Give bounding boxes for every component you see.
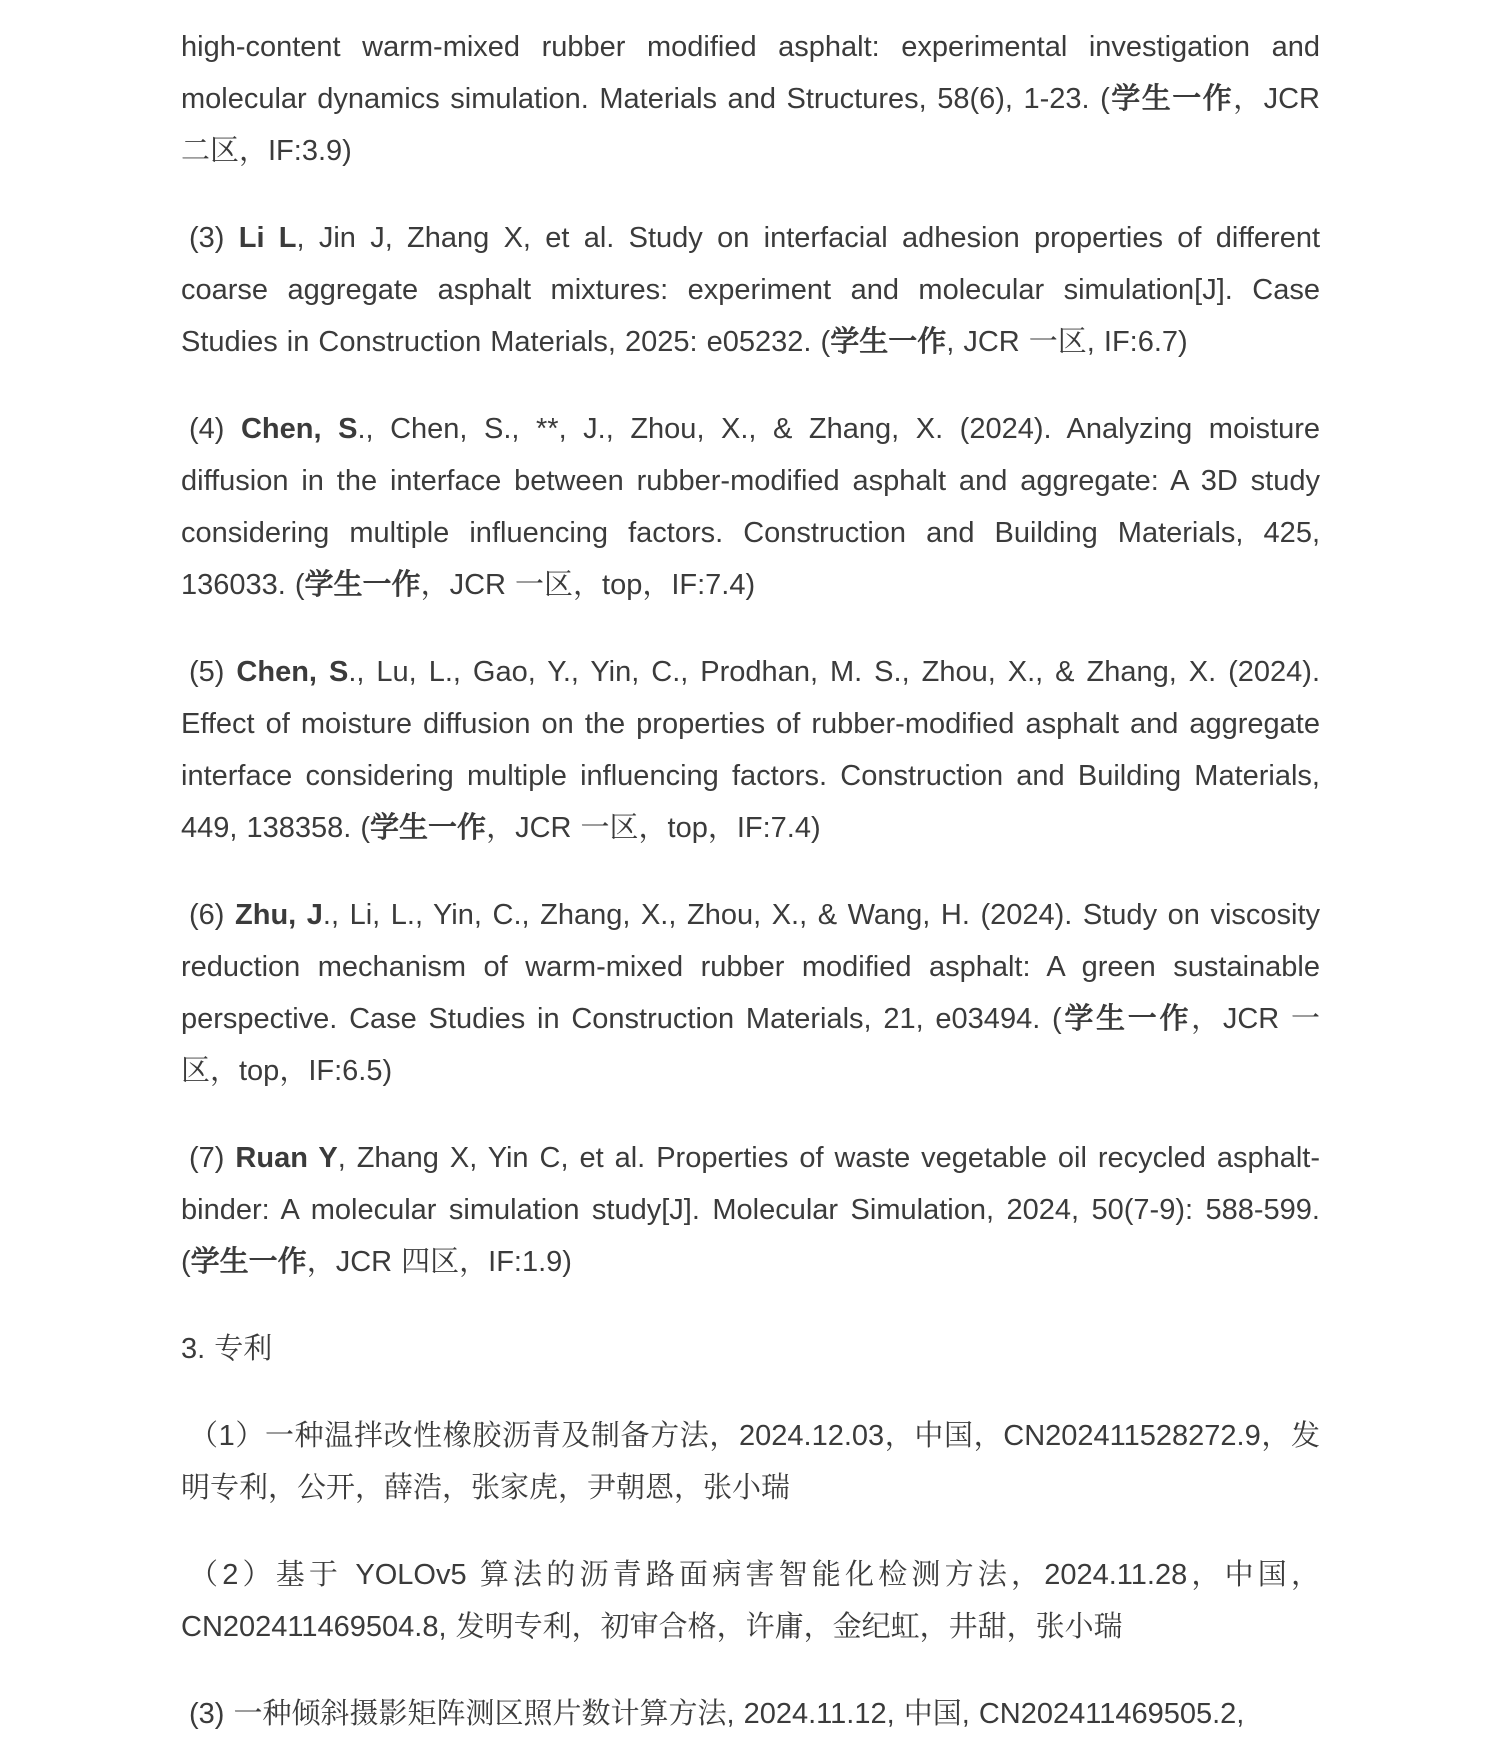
text-run: (7) bbox=[189, 1142, 236, 1174]
publication-7 bbox=[181, 1132, 1320, 1288]
text-run: （1）一种温拌改性橡胶沥青及制备方法，2024.12.03，中国，CN202411528272.9，发明专利，公开，薛浩，张家虎，尹朝恩，张小瑞 bbox=[181, 1420, 1320, 1504]
publication-2-continuation bbox=[181, 21, 1320, 177]
text-run: (3) bbox=[189, 222, 239, 254]
patent-1 bbox=[181, 1410, 1320, 1514]
publication-3 bbox=[181, 212, 1320, 368]
bold-text-run: Chen, S bbox=[240, 413, 358, 445]
publication-6 bbox=[181, 889, 1320, 1097]
text-run: ，JCR 一区，top，IF:7.4) bbox=[420, 569, 756, 601]
publication-4 bbox=[181, 403, 1320, 611]
publication-5 bbox=[181, 646, 1320, 854]
text-run: ，JCR 一区，top，IF:7.4) bbox=[486, 812, 821, 844]
text-run: (3) 一种倾斜摄影矩阵测区照片数计算方法, 2024.11.12, 中国, CN202411469505.2, bbox=[189, 1698, 1245, 1730]
text-run: (4) bbox=[189, 413, 241, 445]
text-run: , JCR 一区, IF:6.7) bbox=[946, 326, 1188, 358]
text-run: ., Li, L., Yin, C., Zhang, X., Zhou, X., & Wang, H. (2024). Study on viscosity reduction mechanism of warm-mixed rubber modified asphalt: A green sustainable perspective. Case Studies in Construction Materials, 21, e03494. ( bbox=[181, 899, 1321, 1035]
text-run: (6) bbox=[189, 899, 236, 931]
bold-text-run: 学生一作 bbox=[1109, 83, 1234, 115]
bold-text-run: Ruan Y bbox=[235, 1142, 338, 1174]
text-run: ., Lu, L., Gao, Y., Yin, C., Prodhan, M. S., Zhou, X., & Zhang, X. (2024). Effect of moisture diffusion on the properties of rubber-modified asphalt and aggregate interface considering multiple influencing factors. Construction and Building Materials, 449, 138358. ( bbox=[181, 656, 1321, 844]
text-run: （2）基于 YOLOv5 算法的沥青路面病害智能化检测方法，2024.11.28，中国，CN202411469504.8, 发明专利，初审合格，许庸，金纪虹，井甜，张小瑞 bbox=[181, 1559, 1320, 1643]
text-run: ，JCR 二区，IF:3.9) bbox=[181, 83, 1320, 167]
patents-section-heading bbox=[181, 1323, 1320, 1375]
text-run: , Jin J, Zhang X, et al. Study on interfacial adhesion properties of different coarse aggregate asphalt mixtures: experiment and molecular simulation[J]. Case Studies in Construction Materials, 2025: e05232. ( bbox=[181, 222, 1321, 358]
bold-text-run: Li L bbox=[238, 222, 297, 254]
bold-text-run: 学生一作 bbox=[830, 326, 947, 358]
bold-text-run: 学生一作 bbox=[370, 812, 487, 844]
bold-text-run: 学生一作 bbox=[190, 1246, 307, 1278]
text-run: 3. 专利 bbox=[181, 1333, 273, 1365]
text-run: ., Chen, S., **, J., Zhou, X., & Zhang, X. (2024). Analyzing moisture diffusion in the interface between rubber-modified asphalt and aggregate: A 3D study considering multiple influencing factors. Construction and Building Materials, 425, 136033. ( bbox=[181, 413, 1320, 601]
document-body bbox=[181, 21, 1320, 1740]
bold-text-run: Zhu, J bbox=[235, 899, 323, 931]
text-run: ，JCR 四区，IF:1.9) bbox=[306, 1246, 572, 1278]
bold-text-run: 学生一作 bbox=[1061, 1003, 1192, 1035]
patent-2 bbox=[181, 1549, 1320, 1653]
text-run: , Zhang X, Yin C, et al. Properties of waste vegetable oil recycled asphalt-binder: A molecular simulation study[J]. Molecular Simulation, 2024, 50(7-9): 588-599. ( bbox=[181, 1142, 1320, 1278]
text-run: (5) bbox=[189, 656, 237, 688]
text-run: ，JCR 一区，top，IF:6.5) bbox=[181, 1003, 1320, 1087]
text-run: high-content warm-mixed rubber modified asphalt: experimental investigation and molecular dynamics simulation. Materials and Structures, 58(6), 1-23. ( bbox=[181, 31, 1320, 115]
patent-3 bbox=[181, 1688, 1320, 1740]
bold-text-run: 学生一作 bbox=[304, 569, 421, 601]
bold-text-run: Chen, S bbox=[236, 656, 349, 688]
